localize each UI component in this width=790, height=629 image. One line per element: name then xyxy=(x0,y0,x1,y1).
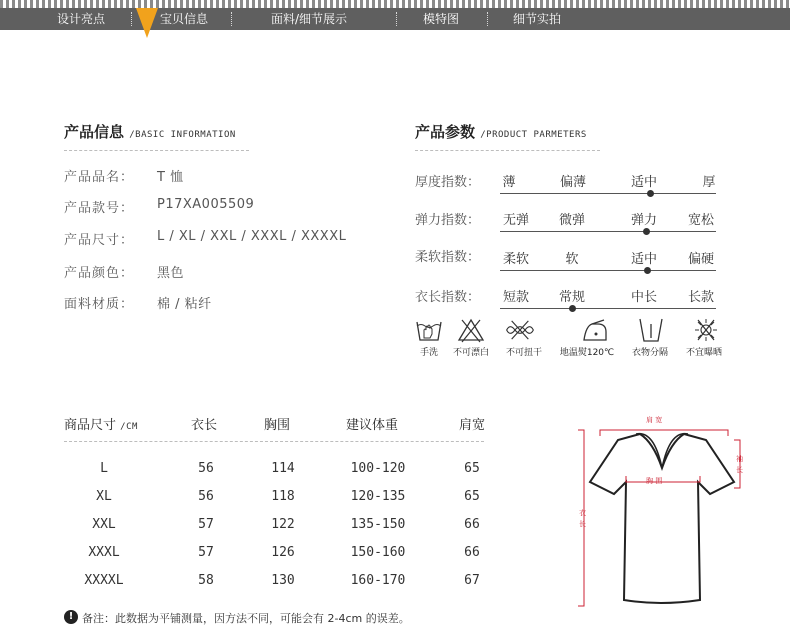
param-option: 常规 xyxy=(558,290,585,305)
product-params-subtitle: /PRODUCT PARMETERS xyxy=(480,130,587,140)
shoulder-measure-line xyxy=(600,430,728,436)
param-label-thickness: 厚度指数： xyxy=(415,175,481,190)
top-nav xyxy=(0,0,790,30)
diagram-label-length-1: 衣 xyxy=(579,509,586,517)
info-label-style-no: 产品款号： xyxy=(64,201,135,216)
param-option: 薄 xyxy=(502,175,516,190)
table-cell-length: 56 xyxy=(198,461,214,476)
nav-separator xyxy=(487,12,488,26)
nav-separator xyxy=(396,12,397,26)
product-params-heading xyxy=(415,121,587,142)
care-label-no-wring: 不可扭干 xyxy=(505,348,542,358)
param-scale-line xyxy=(500,231,716,232)
table-cell-chest: 122 xyxy=(271,517,295,532)
tshirt-collar xyxy=(636,434,688,468)
info-label-name: 产品品名： xyxy=(64,170,135,185)
param-option: 偏硬 xyxy=(687,252,714,267)
table-cell-chest: 118 xyxy=(271,489,295,504)
diagram-label-length-2: 长 xyxy=(579,520,586,528)
table-cell-weight: 120-135 xyxy=(350,489,406,504)
tshirt-measure-diagram xyxy=(570,410,760,610)
measurement-note: 备注：此数据为平铺测量，因方法不同，可能会有 2-4cm 的误差。 xyxy=(82,612,410,625)
param-option: 适中 xyxy=(630,175,657,190)
product-params-title: 产品参数 xyxy=(415,123,476,141)
table-cell-weight: 160-170 xyxy=(350,573,406,588)
diagram-label-sleeve-2: 长 xyxy=(736,466,743,474)
table-cell-shoulder: 65 xyxy=(464,461,480,476)
nav-item-detail-photos[interactable]: 细节实拍 xyxy=(513,12,562,26)
param-option: 短款 xyxy=(502,290,529,305)
length-measure-line xyxy=(578,430,584,606)
nav-bar xyxy=(0,8,790,30)
nav-item-model[interactable]: 模特图 xyxy=(423,12,460,26)
size-header-size-text: 商品尺寸 xyxy=(64,418,117,433)
care-label-no-bleach: 不可漂白 xyxy=(452,348,489,358)
nav-item-product-info[interactable]: 宝贝信息 xyxy=(160,12,209,26)
size-table-divider xyxy=(64,441,484,442)
nav-separator xyxy=(131,12,132,26)
nav-item-fabric[interactable]: 面料/细节展示 xyxy=(271,12,348,26)
table-cell-shoulder: 67 xyxy=(464,573,480,588)
size-header-shoulder: 肩宽 xyxy=(459,418,486,433)
no-wring-icon xyxy=(505,316,535,344)
table-cell-size: L xyxy=(100,461,108,476)
table-cell-length: 57 xyxy=(198,517,214,532)
product-info-heading xyxy=(64,121,236,142)
nav-separator xyxy=(231,12,232,26)
param-option: 长款 xyxy=(687,290,714,305)
param-label-softness: 柔软指数： xyxy=(415,250,481,265)
divider xyxy=(415,150,600,151)
care-label-low-iron: 地温熨120℃ xyxy=(559,348,615,358)
hand-wash-icon xyxy=(414,316,444,344)
info-label-size: 产品尺寸： xyxy=(64,233,135,248)
param-option: 软 xyxy=(565,252,579,267)
table-cell-length: 58 xyxy=(198,573,214,588)
info-value-size: L / XL / XXL / XXXL / XXXXL xyxy=(157,229,347,244)
table-cell-shoulder: 65 xyxy=(464,489,480,504)
size-header-unit: /CM xyxy=(120,422,138,432)
exclamation-icon: ! xyxy=(64,610,78,624)
info-value-material: 棉 / 粘纤 xyxy=(157,297,212,312)
param-scale-line xyxy=(500,308,716,309)
param-option: 微弹 xyxy=(558,213,585,228)
param-option: 宽松 xyxy=(687,213,714,228)
info-value-color: 黑色 xyxy=(157,266,185,281)
param-option: 弹力 xyxy=(630,213,657,228)
table-cell-weight: 100-120 xyxy=(350,461,406,476)
no-sun-dry-icon xyxy=(691,316,721,344)
diagram-label-shoulder: 肩 宽 xyxy=(646,416,663,424)
param-marker-elasticity xyxy=(643,228,650,235)
table-cell-shoulder: 66 xyxy=(464,545,480,560)
table-cell-shoulder: 66 xyxy=(464,517,480,532)
separate-wash-icon xyxy=(636,316,666,344)
chest-measure-line xyxy=(626,476,700,482)
param-label-length: 衣长指数： xyxy=(415,290,481,305)
product-info-title: 产品信息 xyxy=(64,123,125,141)
param-option: 偏薄 xyxy=(559,175,586,190)
care-label-no-sun-dry: 不宜曝晒 xyxy=(685,348,722,358)
table-cell-length: 57 xyxy=(198,545,214,560)
size-header-chest: 胸围 xyxy=(264,418,291,433)
table-cell-size: XXL xyxy=(92,517,116,532)
size-header-size xyxy=(64,414,138,433)
table-cell-chest: 114 xyxy=(271,461,295,476)
info-value-style-no: P17XA005509 xyxy=(157,197,255,212)
table-cell-chest: 126 xyxy=(271,545,295,560)
info-label-color: 产品颜色： xyxy=(64,266,135,281)
divider xyxy=(64,150,249,151)
param-label-elasticity: 弹力指数： xyxy=(415,213,481,228)
param-option: 中长 xyxy=(630,290,657,305)
nav-active-indicator xyxy=(136,8,158,38)
param-option: 柔软 xyxy=(502,252,529,267)
product-info-subtitle: /BASIC INFORMATION xyxy=(129,130,236,140)
param-marker-thickness xyxy=(647,190,654,197)
care-label-hand-wash: 手洗 xyxy=(419,348,438,358)
param-marker-softness xyxy=(644,267,651,274)
diagram-label-sleeve-1: 袖 xyxy=(736,455,743,463)
info-value-name: T 恤 xyxy=(157,170,184,185)
table-cell-weight: 135-150 xyxy=(350,517,406,532)
size-header-length: 衣长 xyxy=(191,418,218,433)
table-cell-size: XXXL xyxy=(88,545,120,560)
info-label-material: 面料材质： xyxy=(64,297,135,312)
table-cell-weight: 150-160 xyxy=(350,545,406,560)
low-iron-icon xyxy=(580,316,610,344)
param-marker-length xyxy=(569,305,576,312)
sleeve-measure-line xyxy=(734,440,740,488)
tshirt-outline xyxy=(590,434,734,603)
table-cell-size: XL xyxy=(96,489,112,504)
param-option: 适中 xyxy=(630,252,657,267)
no-bleach-icon xyxy=(456,316,486,344)
param-option: 无弹 xyxy=(502,213,529,228)
table-cell-length: 56 xyxy=(198,489,214,504)
param-scale-line xyxy=(500,270,716,271)
care-label-separate-wash: 衣物分隔 xyxy=(631,348,668,358)
size-header-weight: 建议体重 xyxy=(346,418,399,433)
table-cell-chest: 130 xyxy=(271,573,295,588)
nav-pattern xyxy=(0,0,790,8)
nav-item-design[interactable]: 设计亮点 xyxy=(57,12,106,26)
param-option: 厚 xyxy=(702,175,716,190)
diagram-label-chest: 胸 围 xyxy=(646,477,663,485)
param-scale-line xyxy=(500,193,716,194)
table-cell-size: XXXXL xyxy=(84,573,124,588)
